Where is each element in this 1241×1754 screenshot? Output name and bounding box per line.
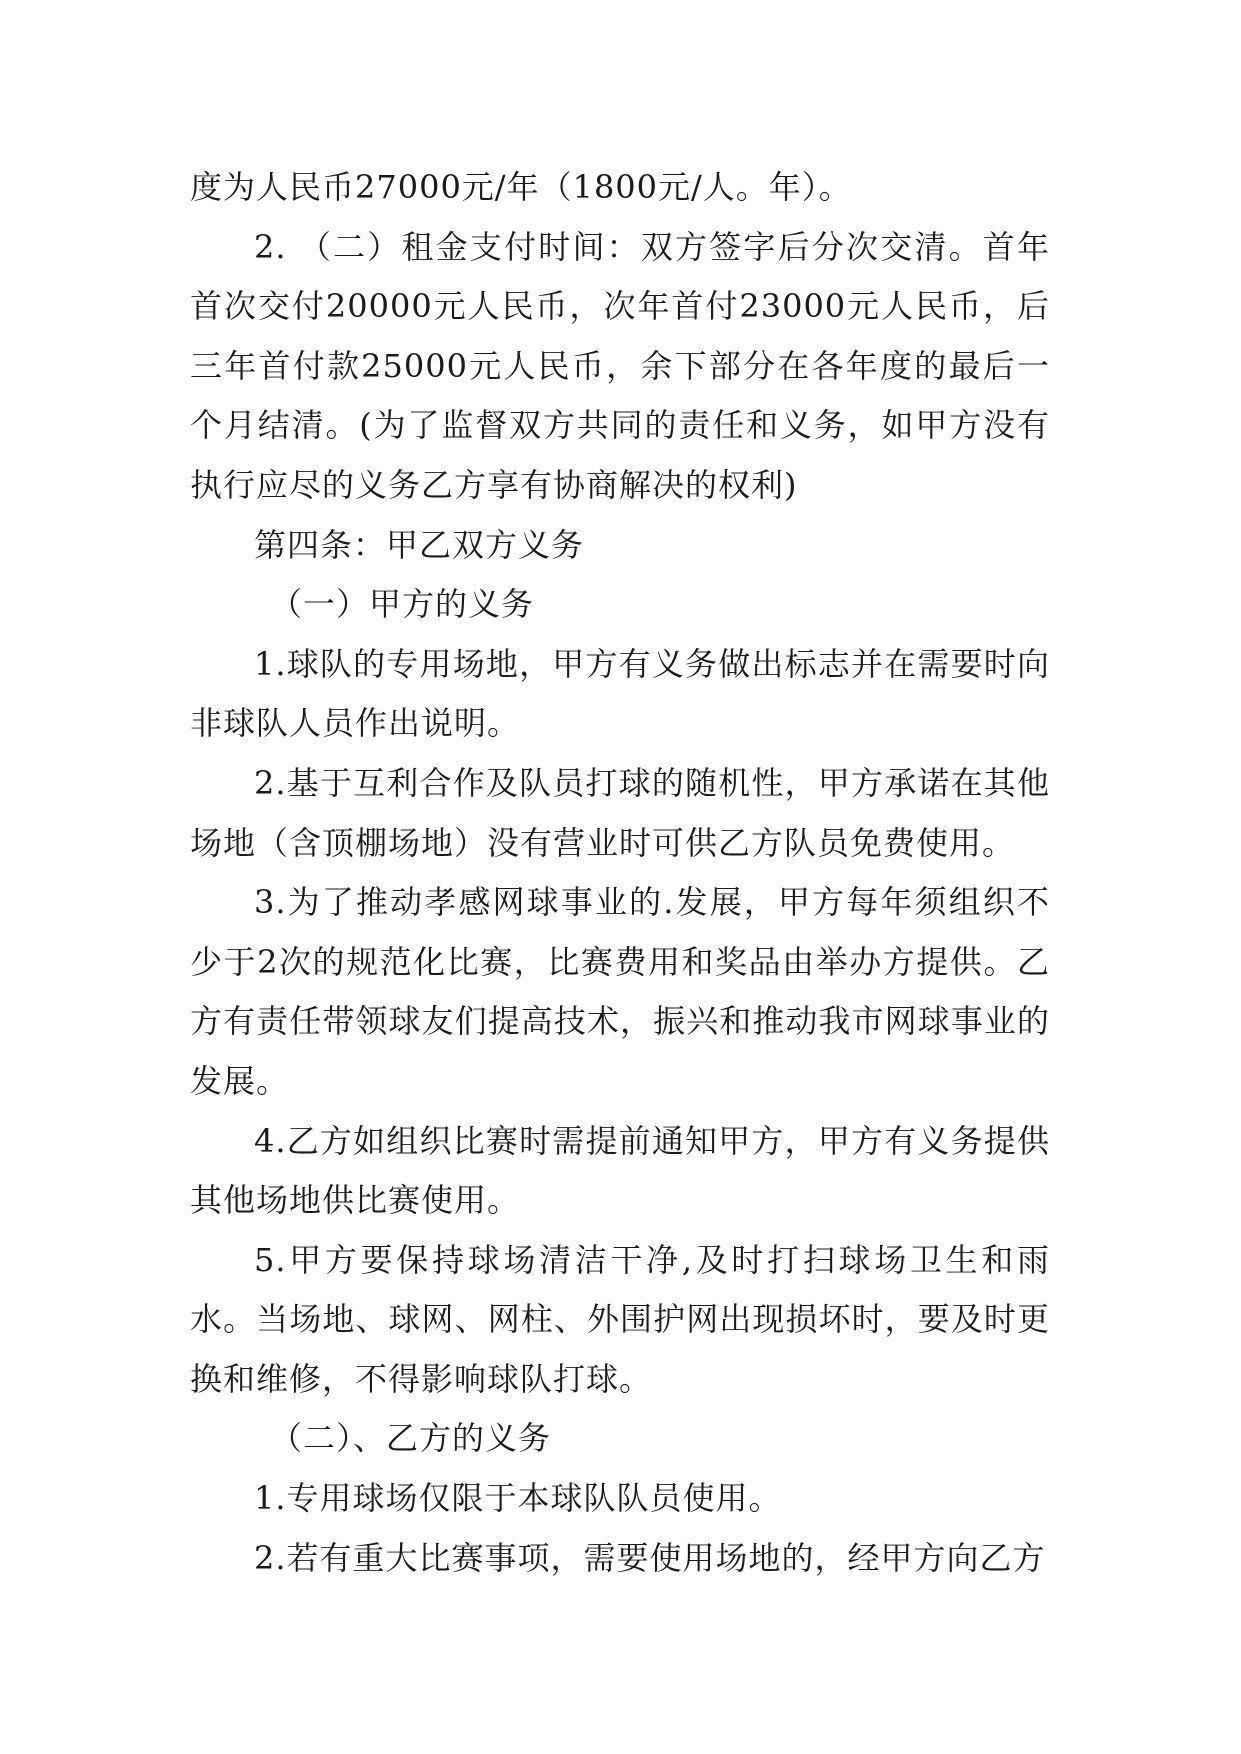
subsection-heading-party-a: （一）甲方的义务 xyxy=(270,585,535,624)
section-heading-article-four: 第四条：甲乙双方义务 xyxy=(254,525,585,564)
paragraph-party-a-item-4: 4.乙方如组织比赛时需提前通知甲方，甲方有义务提供其他场地供比赛使用。 xyxy=(190,1121,1050,1220)
paragraph-payment-time: 2. （二）租金支付时间：双方签字后分次交清。首年首次交付20000元人民币，次年首付23000元人民币，后三年首付款25000元人民币，余下部分在各年度的最后一个月结清。(为了监督双方共同的责任和义务，如甲方没有执行应尽的义务乙方享有协商解决的权利) xyxy=(190,227,1050,504)
paragraph-party-a-item-5: 5.甲方要保持球场清洁干净,及时打扫球场卫生和雨水。当场地、球网、网柱、外围护网出现损坏时，要及时更换和维修，不得影响球队打球。 xyxy=(190,1240,1050,1398)
paragraph-party-a-item-2: 2.基于互利合作及队员打球的随机性，甲方承诺在其他场地（含顶棚场地）没有营业时可供乙方队员免费使用。 xyxy=(190,763,1050,862)
paragraph-party-a-item-1: 1.球队的专用场地，甲方有义务做出标志并在需要时向非球队人员作出说明。 xyxy=(190,644,1050,743)
paragraph-rent-amount: 度为人民币27000元/年（1800元/人。年）。 xyxy=(190,168,852,206)
paragraph-party-b-item-1: 1.专用球场仅限于本球队队员使用。 xyxy=(254,1479,782,1518)
paragraph-party-a-item-3: 3.为了推动孝感网球事业的.发展，甲方每年须组织不少于2次的规范化比赛，比赛费用和奖品由举办方提供。乙方有责任带领球友们提高技术，振兴和推动我市网球事业的发展。 xyxy=(190,883,1050,1100)
paragraph-party-b-item-2: 2.若有重大比赛事项，需要使用场地的，经甲方向乙方 xyxy=(254,1538,1046,1577)
subsection-heading-party-b: （二）、乙方的义务 xyxy=(270,1419,552,1458)
document-page xyxy=(190,158,1050,1588)
